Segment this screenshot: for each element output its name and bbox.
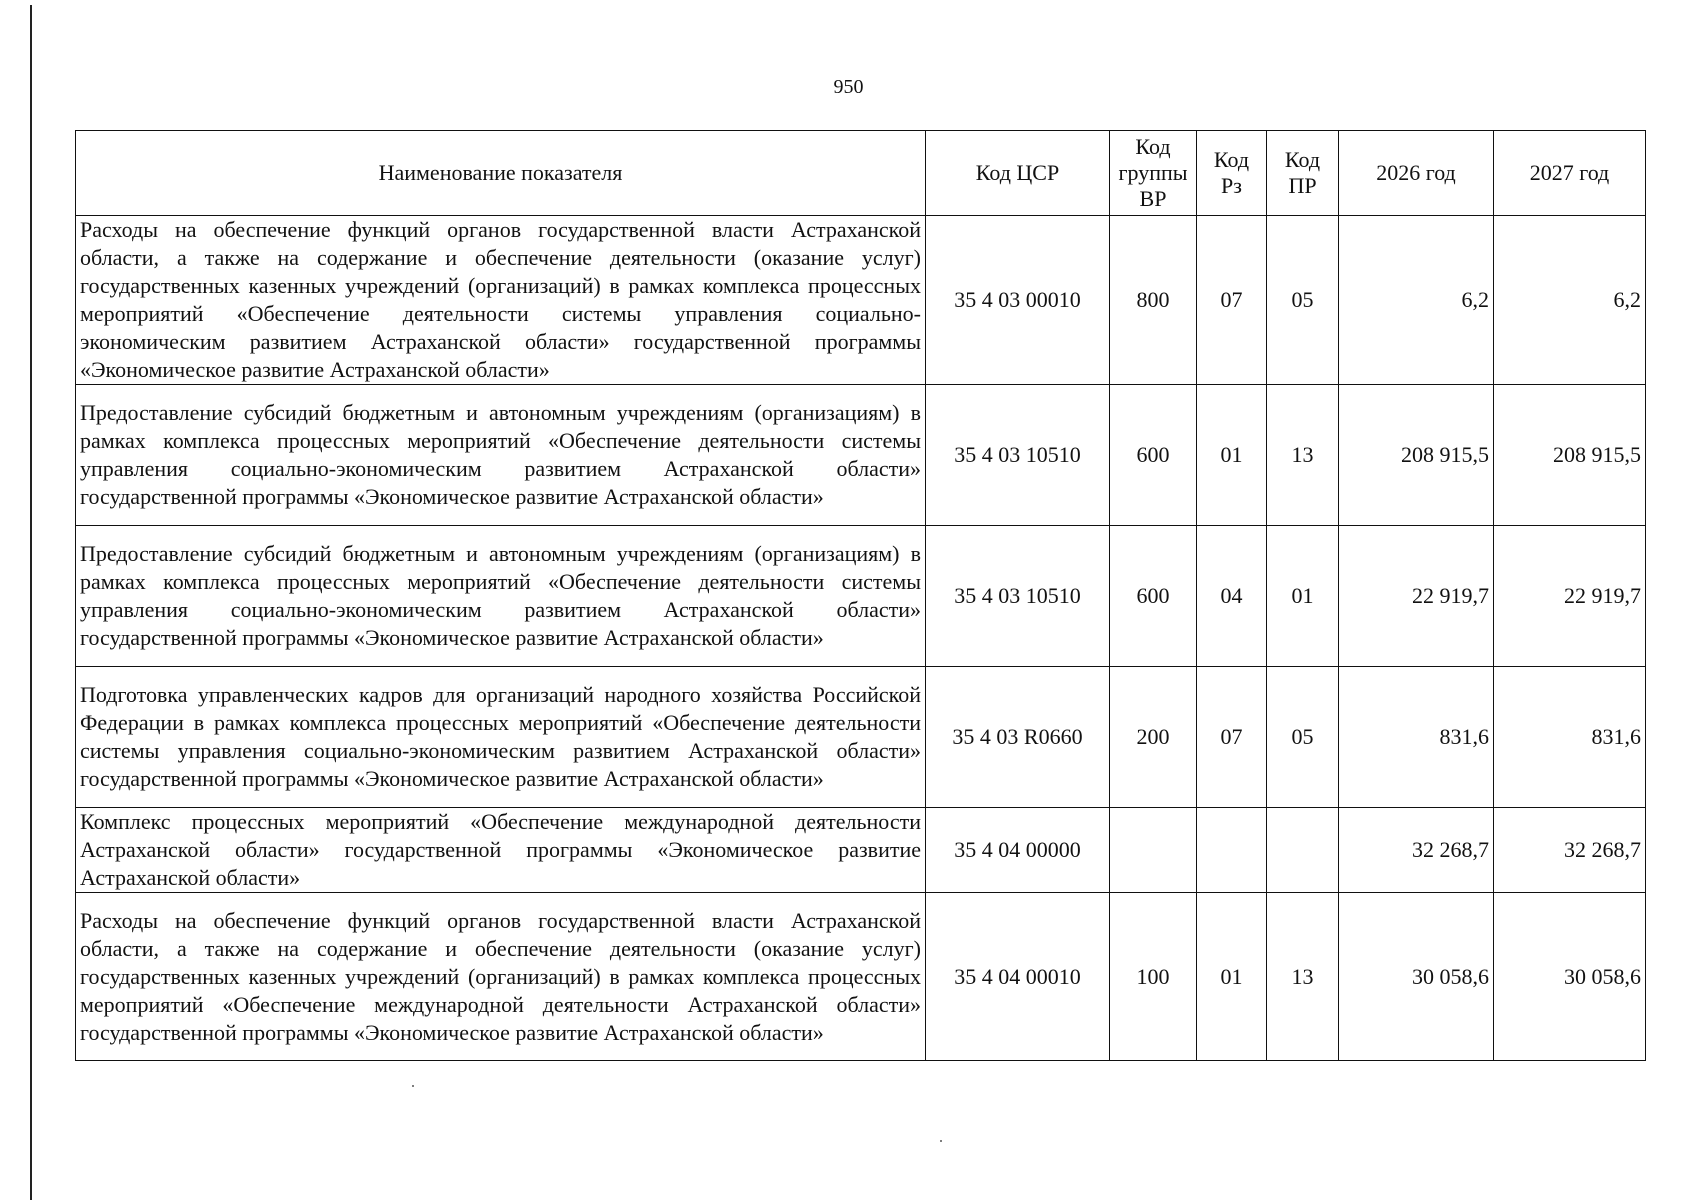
cell-2026: 208 915,5 <box>1339 385 1494 526</box>
scan-speck <box>940 1140 942 1142</box>
header-rz-code: Код Рз <box>1197 131 1267 216</box>
cell-csr: 35 4 03 10510 <box>926 385 1110 526</box>
cell-2027: 6,2 <box>1494 216 1646 385</box>
table-row <box>76 893 1646 1061</box>
cell-pr <box>1267 808 1339 893</box>
cell-name: Комплекс процессных мероприятий «Обеспечение международной деятельности Астраханской области» государственной программы «Экономическое развитие Астраханской области» <box>76 808 926 893</box>
cell-2027: 22 919,7 <box>1494 526 1646 667</box>
cell-2026: 30 058,6 <box>1339 893 1494 1061</box>
cell-2026: 6,2 <box>1339 216 1494 385</box>
cell-name: Расходы на обеспечение функций органов государственной власти Астраханской области, а также на содержание и обеспечение деятельности (оказание услуг) государственных казенных учреждений (организаций) в рамках комплекса процессных мероприятий «Обеспечение международной деятельности Астраханской области» государственной программы «Экономическое развитие Астраханской области» <box>76 893 926 1061</box>
header-name: Наименование показателя <box>76 131 926 216</box>
cell-2027: 208 915,5 <box>1494 385 1646 526</box>
header-year-2026: 2026 год <box>1339 131 1494 216</box>
table-row <box>76 667 1646 808</box>
cell-2027: 32 268,7 <box>1494 808 1646 893</box>
cell-vr: 200 <box>1110 667 1197 808</box>
cell-pr: 13 <box>1267 385 1339 526</box>
cell-2027: 831,6 <box>1494 667 1646 808</box>
cell-rz: 07 <box>1197 216 1267 385</box>
cell-rz <box>1197 808 1267 893</box>
cell-vr <box>1110 808 1197 893</box>
cell-pr: 13 <box>1267 893 1339 1061</box>
cell-csr: 35 4 03 00010 <box>926 216 1110 385</box>
cell-csr: 35 4 04 00000 <box>926 808 1110 893</box>
cell-2026: 32 268,7 <box>1339 808 1494 893</box>
binding-margin-line <box>30 5 32 1200</box>
cell-vr: 100 <box>1110 893 1197 1061</box>
cell-pr: 05 <box>1267 216 1339 385</box>
cell-vr: 600 <box>1110 385 1197 526</box>
cell-rz: 07 <box>1197 667 1267 808</box>
cell-rz: 01 <box>1197 893 1267 1061</box>
header-csr-code: Код ЦСР <box>926 131 1110 216</box>
table-row <box>76 526 1646 667</box>
cell-name: Предоставление субсидий бюджетным и автономным учреждениям (организациям) в рамках комплекса процессных мероприятий «Обеспечение деятельности системы управления социально-экономическим развитием Астраханской области» государственной программы «Экономическое развитие Астраханской области» <box>76 526 926 667</box>
cell-csr: 35 4 03 R0660 <box>926 667 1110 808</box>
cell-pr: 01 <box>1267 526 1339 667</box>
header-vr-group: Код группы ВР <box>1110 131 1197 216</box>
cell-rz: 04 <box>1197 526 1267 667</box>
header-year-2027: 2027 год <box>1494 131 1646 216</box>
page-number: 950 <box>833 76 864 98</box>
table-row <box>76 385 1646 526</box>
cell-name: Предоставление субсидий бюджетным и автономным учреждениям (организациям) в рамках комплекса процессных мероприятий «Обеспечение деятельности системы управления социально-экономическим развитием Астраханской области» государственной программы «Экономическое развитие Астраханской области» <box>76 385 926 526</box>
budget-table <box>75 130 1646 1061</box>
cell-csr: 35 4 04 00010 <box>926 893 1110 1061</box>
cell-vr: 600 <box>1110 526 1197 667</box>
cell-name: Расходы на обеспечение функций органов государственной власти Астраханской области, а также на содержание и обеспечение деятельности (оказание услуг) государственных казенных учреждений (организаций) в рамках комплекса процессных мероприятий «Обеспечение деятельности системы управления социально-экономическим развитием Астраханской области» государственной программы «Экономическое развитие Астраханской области» <box>76 216 926 385</box>
table-row <box>76 808 1646 893</box>
scan-speck <box>412 1085 414 1087</box>
header-pr-code: Код ПР <box>1267 131 1339 216</box>
cell-csr: 35 4 03 10510 <box>926 526 1110 667</box>
cell-rz: 01 <box>1197 385 1267 526</box>
table-header-row <box>76 131 1646 216</box>
cell-pr: 05 <box>1267 667 1339 808</box>
cell-vr: 800 <box>1110 216 1197 385</box>
cell-2026: 831,6 <box>1339 667 1494 808</box>
table-row <box>76 216 1646 385</box>
cell-2027: 30 058,6 <box>1494 893 1646 1061</box>
cell-name: Подготовка управленческих кадров для организаций народного хозяйства Российской Федерации в рамках комплекса процессных мероприятий «Обеспечение деятельности системы управления социально-экономическим развитием Астраханской области» государственной программы «Экономическое развитие Астраханской области» <box>76 667 926 808</box>
cell-2026: 22 919,7 <box>1339 526 1494 667</box>
